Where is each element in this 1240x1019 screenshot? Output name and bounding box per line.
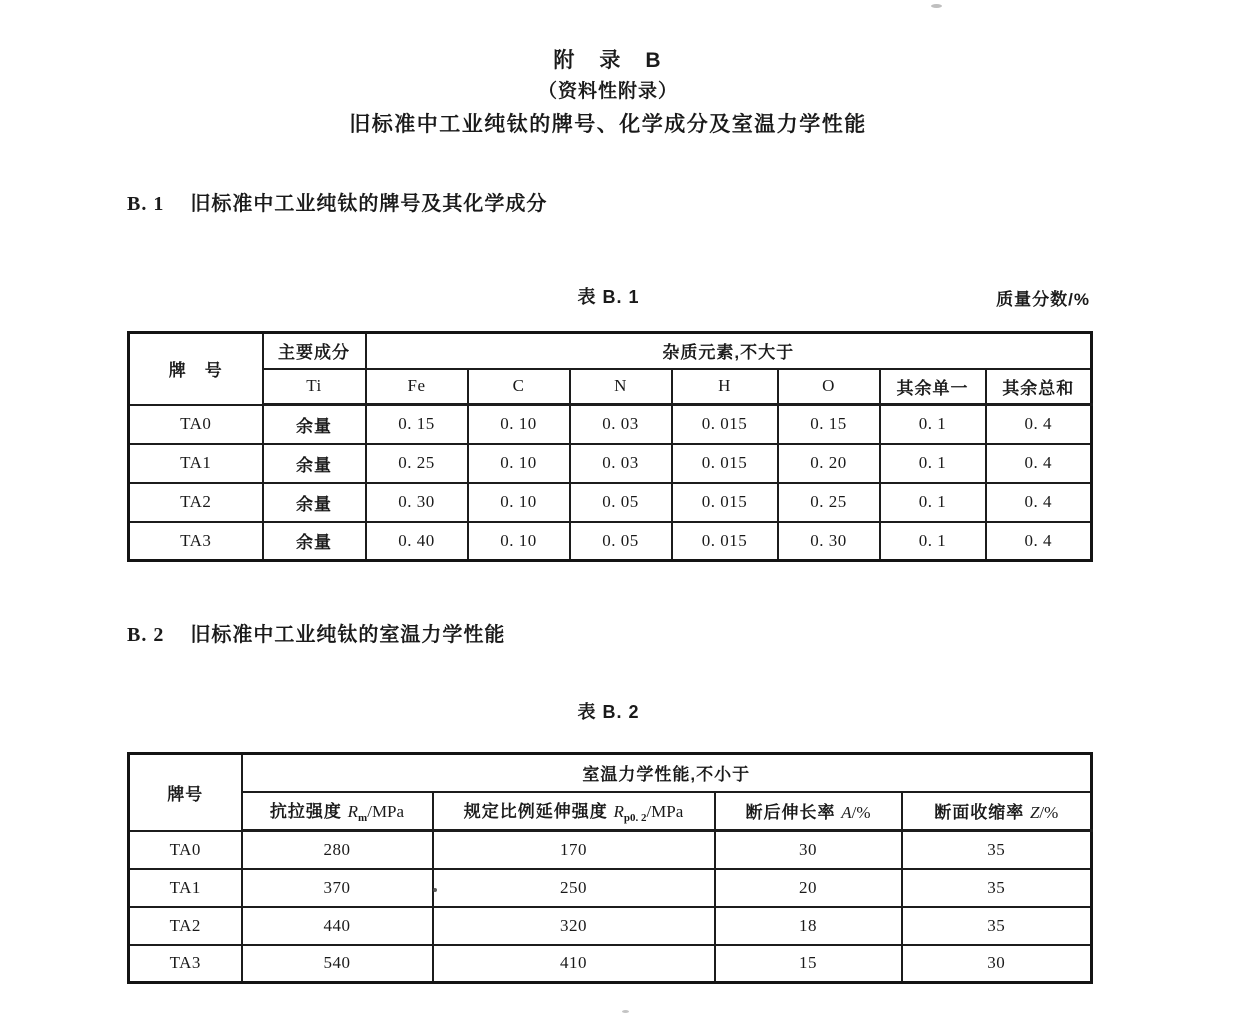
b2-grade-cell: TA3	[129, 945, 242, 983]
b2-tensile-cell: 370	[242, 869, 433, 907]
b1-header-n: N	[570, 369, 672, 405]
b2-proof-symbol: R	[613, 802, 624, 822]
section-b2-number: B. 2	[127, 624, 165, 646]
section-b2-title: 旧标准中工业纯钛的室温力学性能	[190, 624, 506, 646]
b1-header-ti: Ti	[263, 369, 366, 405]
b2-header-grade: 牌号	[129, 754, 242, 831]
b2-proof-label: 规定比例延伸强度	[463, 802, 614, 822]
b2-tensile-unit: /MPa	[367, 802, 405, 822]
table-b1-header-row-1	[129, 333, 1092, 369]
scan-speck	[433, 888, 437, 892]
table-b2-caption-row	[127, 698, 1090, 722]
b1-ti-cell: 余量	[263, 444, 366, 483]
section-b1-heading	[127, 187, 1090, 216]
b1-header-h: H	[672, 369, 778, 405]
table-b2-mechanical-properties	[127, 752, 1093, 984]
b2-tensile-symbol: R	[347, 802, 359, 822]
b1-h-cell: 0. 015	[672, 444, 778, 483]
b1-n-cell: 0. 05	[570, 522, 672, 561]
b2-grade-cell: TA2	[129, 907, 242, 945]
table-b1-header-row-2	[129, 369, 1092, 405]
table-b1-caption: 表 B. 1	[577, 287, 640, 307]
b1-n-cell: 0. 03	[570, 444, 672, 483]
table-row	[129, 444, 1092, 483]
table-b1-chemical-composition	[127, 331, 1093, 562]
b2-proof-unit: /MPa	[646, 802, 684, 822]
b1-rest-single-cell: 0. 1	[880, 444, 986, 483]
section-b1-number: B. 1	[127, 193, 165, 215]
b1-o-cell: 0. 30	[778, 522, 880, 561]
b2-header-proof	[433, 792, 715, 831]
b2-elongation-cell: 30	[715, 831, 902, 869]
scan-speck	[622, 1010, 629, 1013]
b2-reduction-unit: /%	[1039, 803, 1059, 823]
b1-header-main-component: 主要成分	[263, 333, 366, 369]
b1-o-cell: 0. 20	[778, 444, 880, 483]
b2-header-tensile	[242, 792, 433, 831]
table-row	[129, 945, 1092, 983]
section-b1-title: 旧标准中工业纯钛的牌号及其化学成分	[190, 193, 548, 215]
b1-o-cell: 0. 25	[778, 483, 880, 522]
b2-elongation-label: 断后伸长率	[745, 803, 842, 823]
b2-elongation-symbol: A	[841, 803, 852, 823]
b1-fe-cell: 0. 25	[366, 444, 468, 483]
b1-rest-single-cell: 0. 1	[880, 405, 986, 444]
b1-rest-single-cell: 0. 1	[880, 522, 986, 561]
table-row	[129, 483, 1092, 522]
b1-header-o: O	[778, 369, 880, 405]
b1-rest-total-cell: 0. 4	[986, 483, 1092, 522]
b2-reduction-cell: 35	[902, 831, 1092, 869]
b2-reduction-cell: 35	[902, 907, 1092, 945]
b1-rest-total-cell: 0. 4	[986, 444, 1092, 483]
appendix-description: 旧标准中工业纯钛的牌号、化学成分及室温力学性能	[349, 113, 867, 136]
appendix-title: 附 录 B	[553, 49, 663, 72]
b2-elongation-cell: 18	[715, 907, 902, 945]
b2-tensile-label: 抗拉强度	[269, 802, 348, 822]
b1-c-cell: 0. 10	[468, 522, 570, 561]
b1-h-cell: 0. 015	[672, 483, 778, 522]
b1-header-rest-total: 其余总和	[986, 369, 1092, 405]
b1-rest-total-cell: 0. 4	[986, 405, 1092, 444]
b1-fe-cell: 0. 15	[366, 405, 468, 444]
b2-reduction-cell: 30	[902, 945, 1092, 983]
b1-c-cell: 0. 10	[468, 483, 570, 522]
table-row	[129, 405, 1092, 444]
b1-h-cell: 0. 015	[672, 405, 778, 444]
b1-n-cell: 0. 05	[570, 483, 672, 522]
b1-c-cell: 0. 10	[468, 405, 570, 444]
b1-n-cell: 0. 03	[570, 405, 672, 444]
b2-tensile-cell: 280	[242, 831, 433, 869]
b1-fe-cell: 0. 40	[366, 522, 468, 561]
b1-c-cell: 0. 10	[468, 444, 570, 483]
b1-header-fe: Fe	[366, 369, 468, 405]
b2-header-reduction	[902, 792, 1092, 831]
scan-speck	[931, 4, 942, 8]
b1-rest-single-cell: 0. 1	[880, 483, 986, 522]
b1-ti-cell: 余量	[263, 522, 366, 561]
b2-grade-cell: TA1	[129, 869, 242, 907]
table-b1-caption-row	[127, 283, 1090, 307]
b1-header-grade: 牌 号	[129, 333, 263, 405]
b2-tensile-subscript: m	[358, 812, 368, 825]
b1-o-cell: 0. 15	[778, 405, 880, 444]
b1-ti-cell: 余量	[263, 483, 366, 522]
b2-header-group: 室温力学性能,不小于	[242, 754, 1092, 792]
b1-header-impurities: 杂质元素,不大于	[366, 333, 1092, 369]
b2-tensile-cell: 440	[242, 907, 433, 945]
b1-fe-cell: 0. 30	[366, 483, 468, 522]
b2-header-elongation	[715, 792, 902, 831]
b2-tensile-cell: 540	[242, 945, 433, 983]
b1-rest-total-cell: 0. 4	[986, 522, 1092, 561]
b1-grade-cell: TA0	[129, 405, 263, 444]
b2-elongation-cell: 15	[715, 945, 902, 983]
b1-grade-cell: TA3	[129, 522, 263, 561]
table-row	[129, 907, 1092, 945]
table-row	[129, 522, 1092, 561]
b2-proof-subscript: p0. 2	[623, 812, 647, 825]
appendix-subtitle: （资料性附录）	[537, 81, 678, 102]
b1-ti-cell: 余量	[263, 405, 366, 444]
b2-reduction-cell: 35	[902, 869, 1092, 907]
b2-grade-cell: TA0	[129, 831, 242, 869]
section-b2-heading	[127, 618, 1090, 647]
table-b1-unit-note: 质量分数/%	[996, 290, 1090, 309]
table-row	[129, 869, 1092, 907]
b1-grade-cell: TA2	[129, 483, 263, 522]
b2-reduction-label: 断面收缩率	[934, 803, 1030, 823]
b2-reduction-symbol: Z	[1029, 803, 1040, 823]
b2-elongation-cell: 20	[715, 869, 902, 907]
table-b2-header-row-1	[129, 754, 1092, 792]
b1-h-cell: 0. 015	[672, 522, 778, 561]
table-b2-caption: 表 B. 2	[577, 702, 640, 722]
b2-proof-cell: 320	[433, 907, 715, 945]
b2-proof-cell: 250	[433, 869, 715, 907]
table-b2-header-row-2	[129, 792, 1092, 831]
b1-header-rest-single: 其余单一	[880, 369, 986, 405]
b2-elongation-unit: /%	[851, 803, 871, 823]
b1-header-c: C	[468, 369, 570, 405]
b2-proof-cell: 410	[433, 945, 715, 983]
b2-proof-cell: 170	[433, 831, 715, 869]
table-row	[129, 831, 1092, 869]
b1-grade-cell: TA1	[129, 444, 263, 483]
